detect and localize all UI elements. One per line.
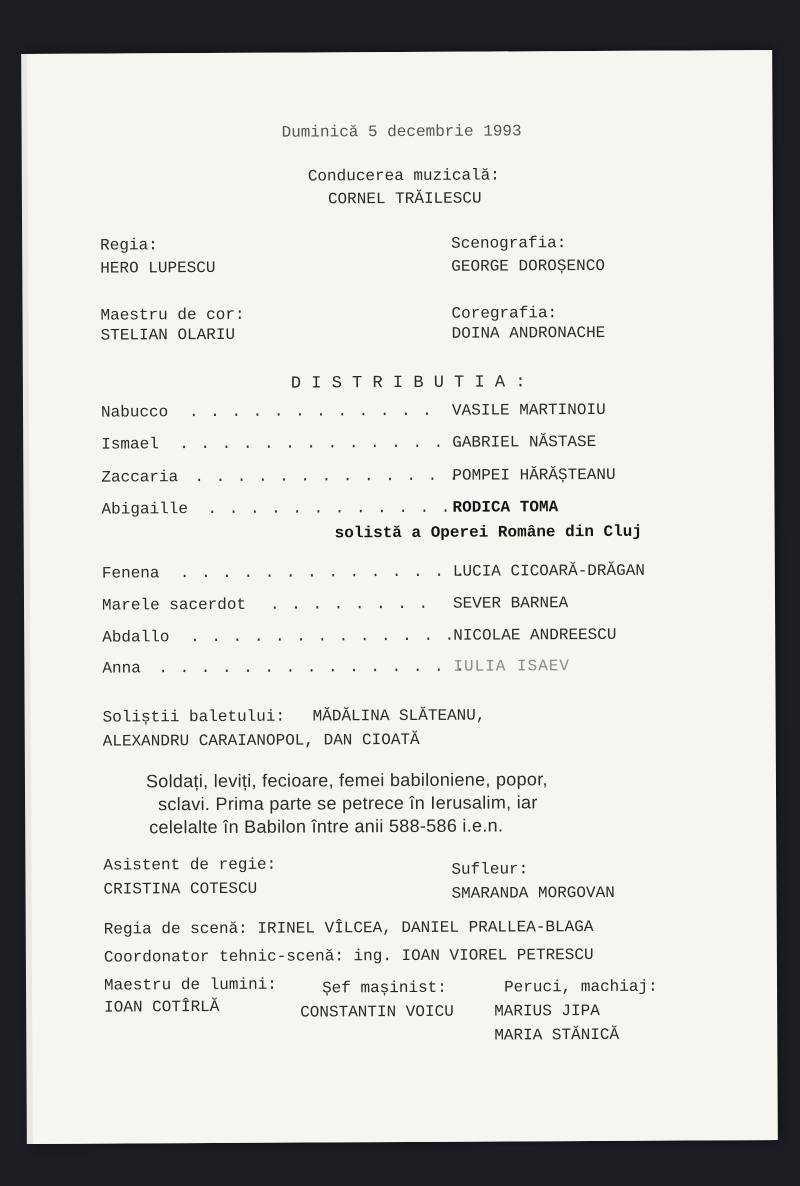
masinist-label: Șef mașinist: [322, 978, 447, 998]
ballet-label: Soliștii baletului: [102, 707, 286, 727]
cast-singer: POMPEI HĂRĂȘTEANU [452, 465, 616, 485]
date-line: Duminică 5 decembrie 1993 [281, 122, 522, 142]
cast-singer: IULIA ISAEV [453, 657, 571, 676]
credit-label-regia: Regia: [100, 236, 158, 255]
credit-name-coregrafia: DOINA ANDRONACHE [451, 323, 606, 343]
cast-dots: . . . . . . . . [269, 594, 430, 614]
credit-name-scenografia: GEORGE DOROȘENCO [451, 256, 605, 276]
cast-dots: . . . . . . . . . . . . . [194, 466, 460, 487]
conductor-label: Conducerea muzicală: [307, 166, 500, 186]
masinist-name: CONSTANTIN VOICU [300, 1002, 454, 1022]
ballet-line1: MĂDĂLINA SLĂTEANU, [312, 706, 486, 726]
cast-role: Abigaille [101, 500, 189, 519]
sufleur-name: SMARANDA MORGOVAN [451, 883, 615, 903]
cast-singer: NICOLAE ANDREESCU [453, 625, 617, 645]
cast-singer: LUCIA CICOARĂ-DRĂGAN [452, 561, 645, 581]
cast-dots: . . . . . . . . . . . . . . . [158, 657, 466, 678]
asistent-name: CRISTINA COTESCU [103, 879, 258, 899]
sufleur-label: Sufleur: [451, 860, 529, 879]
description-line: Soldați, leviți, fecioare, femei babiloniene, popor, [145, 769, 548, 792]
credit-label-scenografia: Scenografia: [451, 234, 567, 253]
description-line: sclavi. Prima parte se petrece în Ierusalim, iar [158, 792, 538, 815]
cast-role: Ismael [101, 435, 159, 454]
lumini-name: IOAN COTÎRLĂ [104, 997, 220, 1017]
peruci-name-1: MARIUS JIPA [494, 1001, 600, 1021]
cast-singer: RODICA TOMA [452, 498, 559, 517]
asistent-label: Asistent de regie: [103, 855, 277, 875]
cast-dots: . . . . . . . . . . . . . . [179, 562, 467, 583]
program-page [27, 50, 778, 1144]
peruci-name-2: MARIA STĂNICĂ [494, 1025, 620, 1045]
cast-role: Abdallo [102, 628, 170, 647]
credit-label-cor: Maestru de cor: [100, 305, 245, 325]
cast-heading: D I S T R I B U T I A : [290, 373, 526, 394]
cast-note: solistă a Operei Române din Cluj [334, 522, 642, 543]
cast-role: Fenena [101, 564, 160, 583]
cast-role: Marele sacerdot [101, 595, 247, 615]
ballet-line2: ALEXANDRU CARAIANOPOL, DAN CIOATĂ [102, 730, 420, 751]
cast-dots: . . . . . . . . . . . . . . [179, 433, 466, 454]
credit-label-coregrafia: Coregrafia: [451, 304, 558, 323]
lumini-label: Maestru de lumini: [103, 975, 277, 995]
conductor-name: CORNEL TRĂILESCU [327, 189, 482, 209]
cast-singer: SEVER BARNEA [452, 594, 569, 613]
cast-dots: . . . . . . . . . . . . [207, 498, 452, 519]
cast-singer: VASILE MARTINOIU [451, 400, 606, 420]
description-line: celelalte în Babilon între anii 588-586 i.e.n. [149, 815, 504, 838]
cast-role: Zaccaria [101, 468, 179, 487]
cast-role: Anna [102, 659, 141, 678]
coordonator-line: Coordonator tehnic-scenă: ing. IOAN VIOREL PETRESCU [103, 946, 594, 967]
peruci-label: Peruci, machiaj: [503, 977, 658, 997]
credit-name-cor: STELIAN OLARIU [100, 325, 236, 345]
cast-role: Nabucco [100, 403, 169, 422]
cast-singer: GABRIEL NĂSTASE [452, 432, 597, 452]
cast-dots: . . . . . . . . . . . . . [190, 626, 456, 647]
cast-dots: . . . . . . . . . . . . [188, 401, 433, 422]
credit-name-regia: HERO LUPESCU [100, 258, 216, 278]
regia-scena-line: Regia de scenă: IRINEL VÎLCEA, DANIEL PRALLEA-BLAGA [103, 918, 594, 939]
